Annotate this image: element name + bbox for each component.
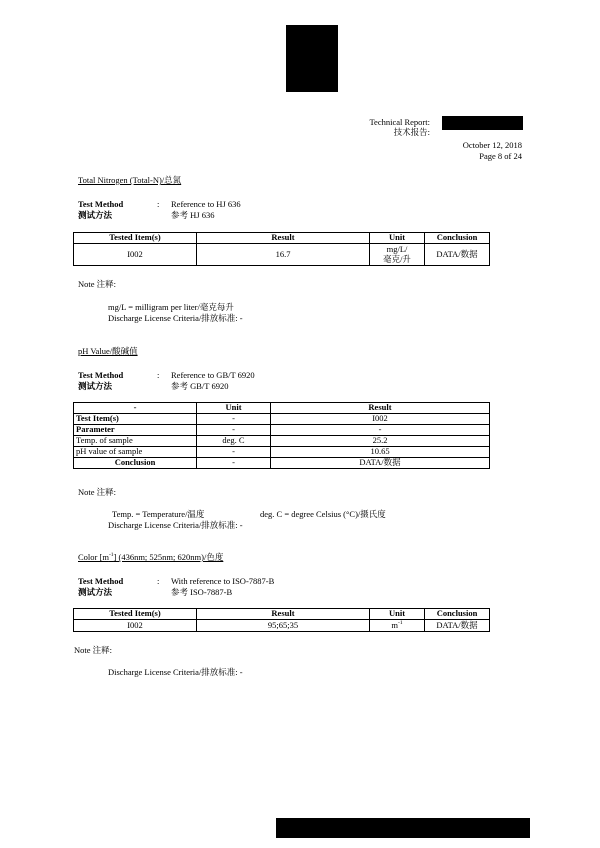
test-method-value: With reference to ISO-7887-B: [171, 576, 275, 586]
test-method-label-cn: 测试方法: [78, 210, 113, 220]
note-label: Note 注释:: [78, 279, 117, 289]
note-line: mg/L = milligram per liter/毫克每升: [108, 302, 234, 312]
table-cell: Conclusion: [74, 458, 197, 469]
table-cell: [370, 244, 425, 266]
table-header: Tested Item(s): [74, 609, 197, 620]
table-header: Tested Item(s): [74, 233, 197, 244]
redacted-logo: [286, 25, 338, 92]
table-cell: [370, 620, 425, 632]
unit-line-2: 毫克/升: [383, 253, 411, 264]
table-row: [74, 244, 490, 266]
table-cell: DATA/数据: [271, 458, 490, 469]
table-cell: -: [197, 447, 271, 458]
table-cell: DATA/数据: [425, 244, 490, 266]
table-row: [74, 425, 490, 436]
table-cell: 95;65;35: [197, 620, 370, 632]
test-method-value: Reference to HJ 636: [171, 199, 241, 209]
test-method-label: Test Method: [78, 576, 124, 586]
table-row: [74, 436, 490, 447]
nitrogen-result-table: [73, 232, 490, 266]
note-line: Temp. = Temperature/温度: [112, 509, 205, 519]
test-method-label: Test Method: [78, 199, 124, 209]
table-cell: DATA/数据: [425, 620, 490, 632]
table-cell: pH value of sample: [74, 447, 197, 458]
note-line: deg. C = degree Celsius (°C)/摄氏度: [260, 509, 386, 519]
table-row: [74, 620, 490, 632]
section-title-ph: pH Value/酸碱值: [78, 346, 138, 356]
table-header: Unit: [197, 403, 271, 414]
table-row: [74, 414, 490, 425]
page-number: Page 8 of 24: [479, 151, 522, 161]
section-title-color: [78, 552, 223, 562]
table-cell: 25.2: [271, 436, 490, 447]
note-label: Note 注释:: [78, 487, 117, 497]
table-cell: -: [271, 425, 490, 436]
test-method-value-cn: 参考 GB/T 6920: [171, 381, 229, 391]
test-method-label: Test Method: [78, 370, 124, 380]
method-colon: :: [157, 370, 160, 380]
table-cell: -: [197, 425, 271, 436]
test-method-label-cn: 测试方法: [78, 587, 113, 597]
ph-result-table: [73, 402, 490, 469]
report-date: October 12, 2018: [462, 140, 522, 150]
note-line: Discharge License Criteria/排放标准: -: [108, 313, 243, 323]
section-title-nitrogen: Total Nitrogen (Total-N)/总氮: [78, 175, 182, 185]
report-label: Technical Report:: [369, 117, 430, 127]
table-header: Conclusion: [425, 609, 490, 620]
title-part: ] (436nm; 525nm; 620nm)/色度: [113, 552, 224, 562]
table-header: Result: [197, 609, 370, 620]
test-method-value-cn: 参考 HJ 636: [171, 210, 215, 220]
table-header: Result: [271, 403, 490, 414]
table-cell: Test Item(s): [74, 414, 197, 425]
table-cell: I002: [74, 620, 197, 632]
note-line: Discharge License Criteria/排放标准: -: [108, 520, 243, 530]
table-cell: deg. C: [197, 436, 271, 447]
table-cell: I002: [271, 414, 490, 425]
color-result-table: [73, 608, 490, 632]
report-label-cn: 技术报告:: [393, 127, 430, 137]
title-superscript: -1: [108, 552, 114, 559]
table-cell: -: [197, 458, 271, 469]
table-cell: 16.7: [197, 244, 370, 266]
table-cell: Temp. of sample: [74, 436, 197, 447]
table-cell: Parameter: [74, 425, 197, 436]
unit-line-1: mg/L/: [386, 243, 408, 254]
table-header: Conclusion: [425, 233, 490, 244]
table-cell: I002: [74, 244, 197, 266]
method-colon: :: [157, 576, 160, 586]
table-header: Unit: [370, 609, 425, 620]
test-method-value: Reference to GB/T 6920: [171, 370, 255, 380]
table-header: -: [74, 403, 197, 414]
title-part: Color [m: [78, 552, 109, 562]
method-colon: :: [157, 199, 160, 209]
unit-superscript: -1: [398, 619, 403, 626]
note-label: Note 注释:: [74, 645, 113, 655]
table-header: Result: [197, 233, 370, 244]
table-row: [74, 458, 490, 469]
unit-base: m: [391, 619, 399, 630]
redacted-report-number: [442, 116, 523, 130]
table-row: [74, 447, 490, 458]
redacted-footer: [276, 818, 530, 838]
table-header: Unit: [370, 233, 425, 244]
test-method-label-cn: 测试方法: [78, 381, 113, 391]
table-cell: -: [197, 414, 271, 425]
table-cell: 10.65: [271, 447, 490, 458]
test-method-value-cn: 参考 ISO-7887-B: [171, 587, 233, 597]
note-line: Discharge License Criteria/排放标准: -: [108, 667, 243, 677]
